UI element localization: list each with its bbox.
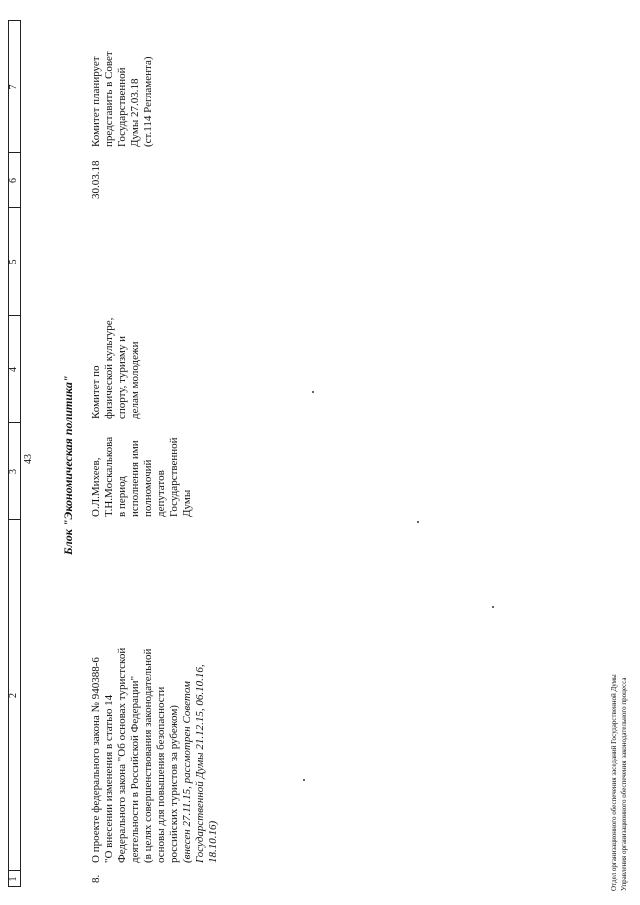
header-bottom-rule bbox=[20, 20, 21, 887]
bill-line: деятельности в Российской Федерации" bbox=[129, 675, 141, 863]
author-line: в период bbox=[116, 476, 128, 517]
bill-note-line: Государственной Думы 21.12.15, 06.10.16, bbox=[194, 664, 206, 863]
footer-line-2: Управления организационного обеспечения законодательного процесса bbox=[620, 677, 628, 891]
bill-description bbox=[90, 648, 220, 863]
author-line: полномочий bbox=[142, 459, 154, 517]
column-number-4: 4 bbox=[8, 367, 19, 372]
status-line: Думы 27.03.18 bbox=[129, 78, 141, 147]
committee-line: физической культуре, bbox=[103, 317, 115, 419]
column-number-1: 1 bbox=[8, 876, 19, 882]
committee-line: делам молодежи bbox=[129, 341, 141, 419]
bill-line: (в целях совершенствования законодательной bbox=[142, 648, 154, 863]
author-line: депутатов bbox=[155, 470, 167, 517]
committee-line: Комитет по bbox=[90, 365, 102, 419]
responsible-committee bbox=[90, 318, 142, 419]
bill-line: О проекте федерального закона № 940388-6 bbox=[90, 657, 102, 863]
scan-speck bbox=[417, 521, 419, 523]
column-number-2: 2 bbox=[8, 693, 19, 698]
author-line: Государственной bbox=[168, 437, 180, 517]
status-line: (ст.114 Регламента) bbox=[142, 56, 154, 147]
bill-line: российских туристов за рубежом) bbox=[168, 705, 180, 863]
bill-line: Федерального закона "Об основах туристской bbox=[116, 647, 128, 863]
scan-speck bbox=[312, 391, 314, 393]
row-number: 8. bbox=[90, 874, 102, 883]
column-number-6: 6 bbox=[8, 178, 19, 183]
column-number-5: 5 bbox=[8, 259, 19, 265]
bill-note-line: (внесен 27.11.15, рассмотрен Советом bbox=[181, 681, 193, 863]
row-date: 30.03.18 bbox=[90, 160, 102, 199]
bill-note-line: 18.10.16) bbox=[207, 820, 219, 863]
bill-line: "О внесении изменения в статью 14 bbox=[103, 694, 115, 863]
scan-speck bbox=[492, 606, 494, 608]
page-number: 43 bbox=[23, 454, 34, 464]
scan-speck bbox=[303, 779, 305, 781]
status-line: Государственной bbox=[116, 67, 128, 147]
column-number-7: 7 bbox=[8, 84, 19, 90]
author-line: Думы bbox=[181, 489, 193, 517]
column-number-3: 3 bbox=[8, 469, 19, 474]
block-heading: Блок "Экономическая политика" bbox=[61, 375, 75, 555]
status-line: представить в Совет bbox=[103, 51, 115, 147]
committee-line: спорту, туризму и bbox=[116, 335, 128, 419]
bill-line: основы для повышения безопасности bbox=[155, 686, 167, 863]
footer-line-1: Отдел организационного обеспечения заседаний Государственной Думы bbox=[610, 674, 618, 891]
author-line: О.Л.Михеев, bbox=[90, 457, 102, 517]
row-status bbox=[90, 51, 155, 147]
author-line: исполнения ими bbox=[129, 440, 141, 517]
status-line: Комитет планирует bbox=[90, 56, 102, 147]
author-line: Т.Н.Москалькова bbox=[103, 436, 115, 517]
bill-authors bbox=[90, 437, 194, 517]
